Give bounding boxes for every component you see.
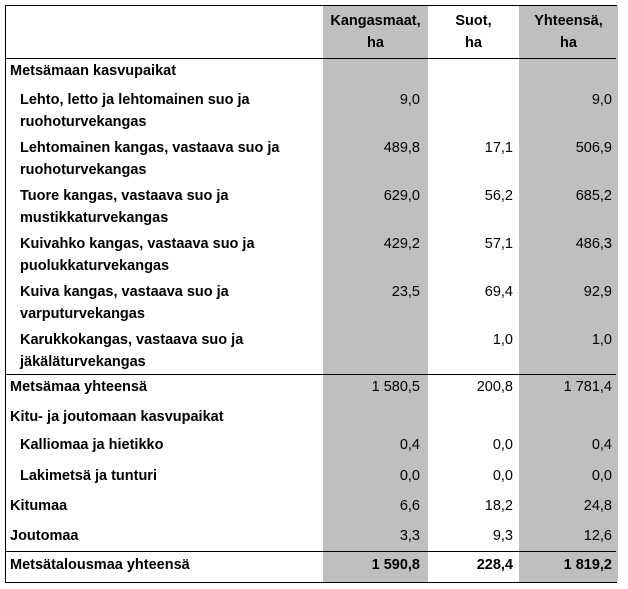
row-label: Metsämaan kasvupaikat [10, 63, 177, 79]
value-kangasmaat: 0,4 [399, 437, 420, 453]
value-suot: 200,8 [476, 379, 513, 395]
row-label: Kalliomaa ja hietikko [20, 437, 164, 453]
total-divider [6, 551, 616, 552]
value-kangasmaat: 629,0 [383, 188, 420, 204]
row-label: Kitu- ja joutomaan kasvupaikat [10, 409, 224, 425]
value-kangasmaat: 23,5 [391, 284, 420, 300]
value-kangasmaat: 9,0 [399, 92, 420, 108]
value-kangasmaat: 3,3 [399, 528, 420, 544]
value-yhteensa: 685,2 [575, 188, 612, 204]
value-kangasmaat: 0,0 [399, 468, 420, 484]
row-label: Kuivahko kangas, vastaava suo ja puolukkaturvekangas [20, 236, 255, 274]
value-yhteensa: 1,0 [591, 332, 612, 348]
forest-land-table [5, 5, 617, 583]
row-label: Metsämaa yhteensä [10, 379, 148, 395]
row-label: Lehto, letto ja lehtomainen suo ja ruohoturvekangas [20, 92, 250, 130]
value-kangasmaat: 6,6 [399, 498, 420, 514]
value-suot: 17,1 [484, 140, 513, 156]
header-kangasmaat: Kangasmaat, ha [330, 13, 421, 51]
value-kangasmaat: 1 580,5 [371, 379, 420, 395]
value-kangasmaat: 429,2 [383, 236, 420, 252]
header-yhteensa: Yhteensä, ha [534, 13, 603, 51]
header-divider [6, 58, 616, 59]
value-yhteensa: 0,0 [591, 468, 612, 484]
value-yhteensa: 9,0 [591, 92, 612, 108]
row-label: Kitumaa [10, 498, 68, 514]
value-kangasmaat: 1 590,8 [371, 557, 420, 573]
subtotal-divider [6, 374, 616, 375]
value-suot: 228,4 [476, 557, 513, 573]
row-label: Metsätalousmaa yhteensä [10, 557, 190, 573]
row-label: Karukkokangas, vastaava suo ja jäkäläturvekangas [20, 332, 244, 370]
value-yhteensa: 24,8 [583, 498, 612, 514]
value-suot: 56,2 [484, 188, 513, 204]
value-yhteensa: 1 781,4 [563, 379, 612, 395]
value-suot: 69,4 [484, 284, 513, 300]
row-label: Lakimetsä ja tunturi [20, 468, 157, 484]
value-yhteensa: 506,9 [575, 140, 612, 156]
row-label: Tuore kangas, vastaava suo ja mustikkaturvekangas [20, 188, 229, 226]
value-yhteensa: 486,3 [575, 236, 612, 252]
value-suot: 18,2 [484, 498, 513, 514]
value-suot: 57,1 [484, 236, 513, 252]
row-label: Lehtomainen kangas, vastaava suo ja ruohoturvekangas [20, 140, 280, 178]
header-suot: Suot, ha [455, 13, 492, 51]
value-yhteensa: 12,6 [583, 528, 612, 544]
value-suot: 9,3 [492, 528, 513, 544]
row-label: Kuiva kangas, vastaava suo ja varputurvekangas [20, 284, 229, 322]
row-label: Joutomaa [10, 528, 79, 544]
value-yhteensa: 1 819,2 [563, 557, 612, 573]
value-suot: 0,0 [492, 468, 513, 484]
value-kangasmaat: 489,8 [383, 140, 420, 156]
value-suot: 0,0 [492, 437, 513, 453]
value-suot: 1,0 [492, 332, 513, 348]
value-yhteensa: 92,9 [583, 284, 612, 300]
value-yhteensa: 0,4 [591, 437, 612, 453]
